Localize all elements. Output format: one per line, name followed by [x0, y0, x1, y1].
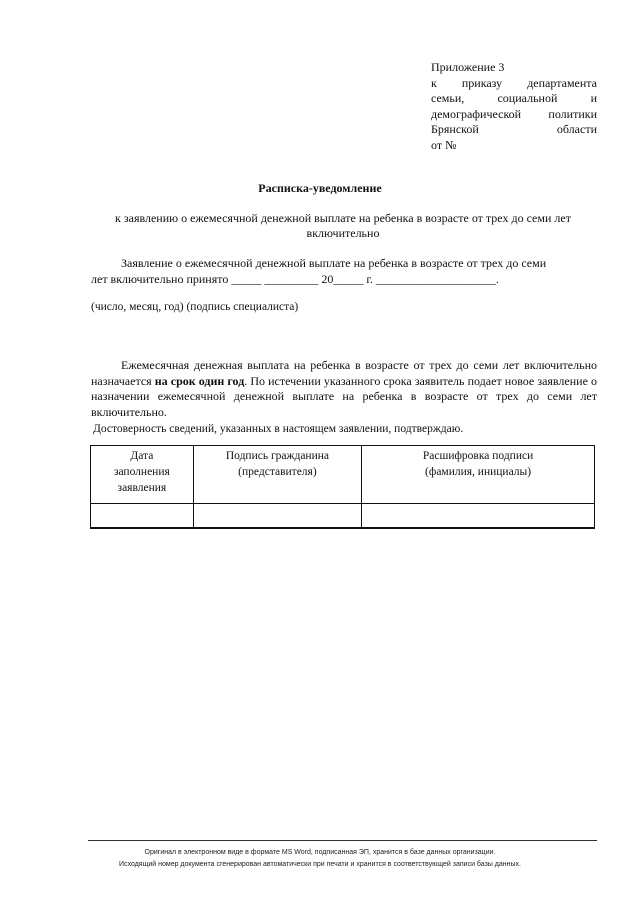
payment-term-bold: на срок один год [154, 373, 245, 388]
footer-line-2: Исходящий номер документа сгенерирован автоматически при печати и хранится в соответствующей записи базы данных. [119, 861, 521, 868]
date-column-header [91, 446, 194, 504]
confirmation-statement: Достоверность сведений, указанных в настоящем заявлении, подтверждаю. [93, 423, 464, 435]
acceptance-paragraph [91, 256, 597, 272]
appendix-date-number: от № [431, 137, 457, 152]
appendix-line-3: семьи, социальной и [431, 91, 597, 105]
name-cell[interactable] [362, 504, 595, 529]
appendix-block [431, 60, 597, 153]
appendix-number: Приложение 3 [431, 60, 505, 74]
name-header-line-1: Расшифровка подписи [422, 450, 534, 462]
signature-table [90, 445, 595, 529]
acceptance-line-1: Заявление о ежемесячной денежной выплате на ребенка в возрасте от трех до семи [121, 256, 547, 270]
signature-hint: (число, месяц, год) (подпись специалиста) [91, 301, 299, 313]
name-column-header [362, 446, 595, 504]
payment-term-paragraph [91, 358, 597, 420]
footer-line-1: Оригинал в электронном виде в формате MS Word, подписанная ЭП, хранится в базе данных организации. [144, 849, 496, 856]
signature-column-header [193, 446, 361, 504]
appendix-line-4: демографической политики [431, 106, 597, 121]
footer-note [0, 847, 640, 871]
signature-table-header [91, 446, 595, 504]
document-title: Расписка-уведомление [258, 181, 382, 195]
payment-term-text-2: . По истечении указанного срока заявитель подает новое заявление о назначении ежемесячной денежной выплате на ребенка в возрасте от трех до семи лет включительно. [91, 373, 597, 419]
signature-header-line-2: (представителя) [238, 466, 317, 478]
appendix-line-5: Брянской области [431, 122, 597, 136]
date-cell[interactable] [91, 504, 194, 529]
signature-table-row [91, 504, 595, 529]
date-header-line-2: заполнения [113, 466, 170, 478]
date-header-line-1: Дата [130, 450, 154, 462]
name-header-line-2: (фамилия, инициалы) [425, 466, 532, 478]
signature-header-line-1: Подпись гражданина [225, 450, 329, 462]
payment-term-text-1: Ежемесячная денежная выплата на ребенка в возрасте от трех до семи лет включительно назначается [91, 358, 597, 388]
document-subtitle: к заявлению о ежемесячной денежной выплате на ребенка в возрасте от трех до семи лет включительно [115, 211, 571, 240]
acceptance-line-2: лет включительно принято _____ _________ 20_____ г. ____________________. [91, 272, 499, 286]
date-header-line-3: заявления [117, 482, 167, 494]
signature-cell[interactable] [193, 504, 361, 529]
footer-divider [88, 840, 597, 841]
appendix-line-2: к приказу департамента [431, 75, 597, 90]
